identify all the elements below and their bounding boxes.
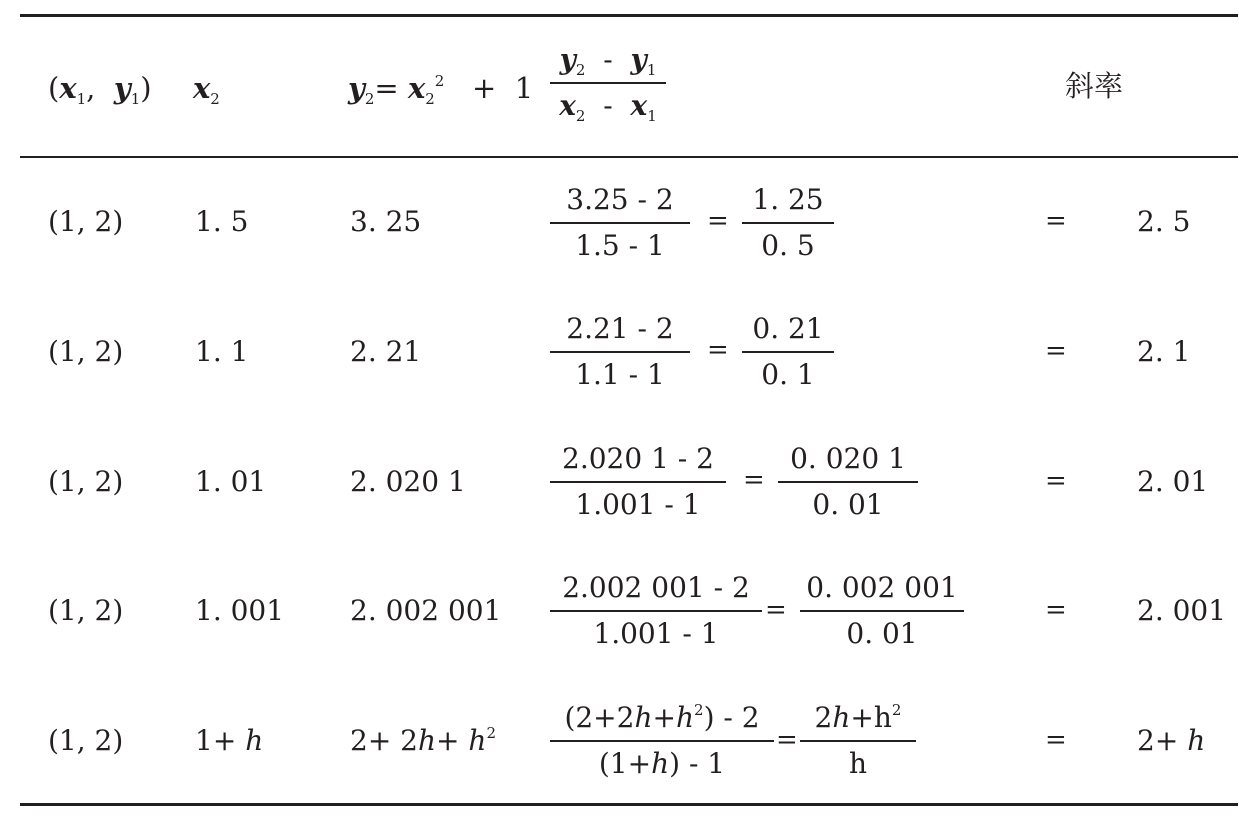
row1-num2: 1. 25	[752, 183, 824, 216]
row3-num1: 2.020 1 - 2	[562, 442, 714, 475]
row3-x2: 1. 01	[195, 465, 267, 498]
table-top-rule	[20, 14, 1238, 17]
row5-y2: $2+ 2h+ h^2$	[350, 724, 497, 757]
row2-num1: 2.21 - 2	[566, 312, 674, 345]
row1-slope: 2. 5	[1137, 205, 1191, 238]
row4-x2: 1. 001	[195, 594, 285, 627]
row4-slope: 2. 001	[1137, 594, 1227, 627]
row5-den1: (1+h) - 1	[598, 747, 726, 780]
row4-y2: 2. 002 001	[350, 594, 502, 627]
row2-x2: 1. 1	[195, 335, 249, 368]
row4-equals: =	[765, 595, 787, 625]
row4-den1: 1.001 - 1	[593, 617, 719, 650]
row5-num1: $(2+2h+h^2) - 2$	[564, 701, 760, 734]
row3-fraction-2	[778, 442, 918, 521]
header-x2: $x_2$	[193, 71, 220, 108]
row1-x2: 1. 5	[195, 205, 249, 238]
row2-fraction-2	[742, 312, 834, 391]
row1-den1: 1.5 - 1	[575, 229, 665, 262]
row1-den2: 0. 5	[761, 229, 815, 262]
row2-fraction-1	[550, 312, 690, 391]
row5-equals: =	[776, 725, 798, 755]
row4-num2: 0. 002 001	[806, 571, 958, 604]
row1-point: (1, 2)	[48, 205, 124, 238]
row5-fraction-1	[550, 701, 774, 780]
header-diff-quotient: $y_2 - y_1$ $x_2 - x_1$	[550, 46, 666, 120]
row4-equals-final: =	[1045, 595, 1067, 625]
row1-fraction-2	[742, 183, 834, 262]
row3-y2: 2. 020 1	[350, 465, 466, 498]
row2-num2: 0. 21	[752, 312, 824, 345]
table-bottom-rule	[20, 803, 1238, 806]
header-slope: 斜率	[1065, 69, 1124, 103]
row3-point: (1, 2)	[48, 465, 124, 498]
row2-y2: 2. 21	[350, 335, 422, 368]
header-y2-formula: $y_2= x_2^2 + 1$	[348, 71, 534, 108]
row3-equals-final: =	[1045, 466, 1067, 496]
row1-fraction-1	[550, 183, 690, 262]
row3-slope: 2. 01	[1137, 465, 1209, 498]
row3-num2: 0. 020 1	[790, 442, 906, 475]
row5-fraction-2	[800, 701, 916, 780]
row2-den2: 0. 1	[761, 358, 815, 391]
row4-den2: 0. 01	[846, 617, 918, 650]
row2-equals: =	[707, 335, 729, 365]
row3-den1: 1.001 - 1	[575, 488, 701, 521]
row3-fraction-1	[550, 442, 726, 521]
row5-slope: 2+ h	[1137, 724, 1206, 757]
row1-y2: 3. 25	[350, 205, 422, 238]
row5-x2: 1+ h	[195, 724, 264, 757]
row4-point: (1, 2)	[48, 594, 124, 627]
row4-fraction-2	[800, 571, 964, 650]
row1-equals-final: =	[1045, 206, 1067, 236]
row2-point: (1, 2)	[48, 335, 124, 368]
row4-num1: 2.002 001 - 2	[562, 571, 750, 604]
row5-num2: $2h+h^2$	[814, 701, 902, 734]
row1-num1: 3.25 - 2	[566, 183, 674, 216]
table-header-rule	[20, 156, 1238, 158]
row3-den2: 0. 01	[812, 488, 884, 521]
row4-fraction-1	[550, 571, 762, 650]
row5-point: (1, 2)	[48, 724, 124, 757]
row1-equals: =	[707, 206, 729, 236]
row2-den1: 1.1 - 1	[575, 358, 665, 391]
row2-slope: 2. 1	[1137, 335, 1191, 368]
row5-equals-final: =	[1045, 725, 1067, 755]
row3-equals: =	[743, 465, 765, 495]
header-point: ($x_1$, $y_1$)	[48, 71, 152, 108]
row2-equals-final: =	[1045, 336, 1067, 366]
row5-den2: h	[848, 747, 868, 780]
